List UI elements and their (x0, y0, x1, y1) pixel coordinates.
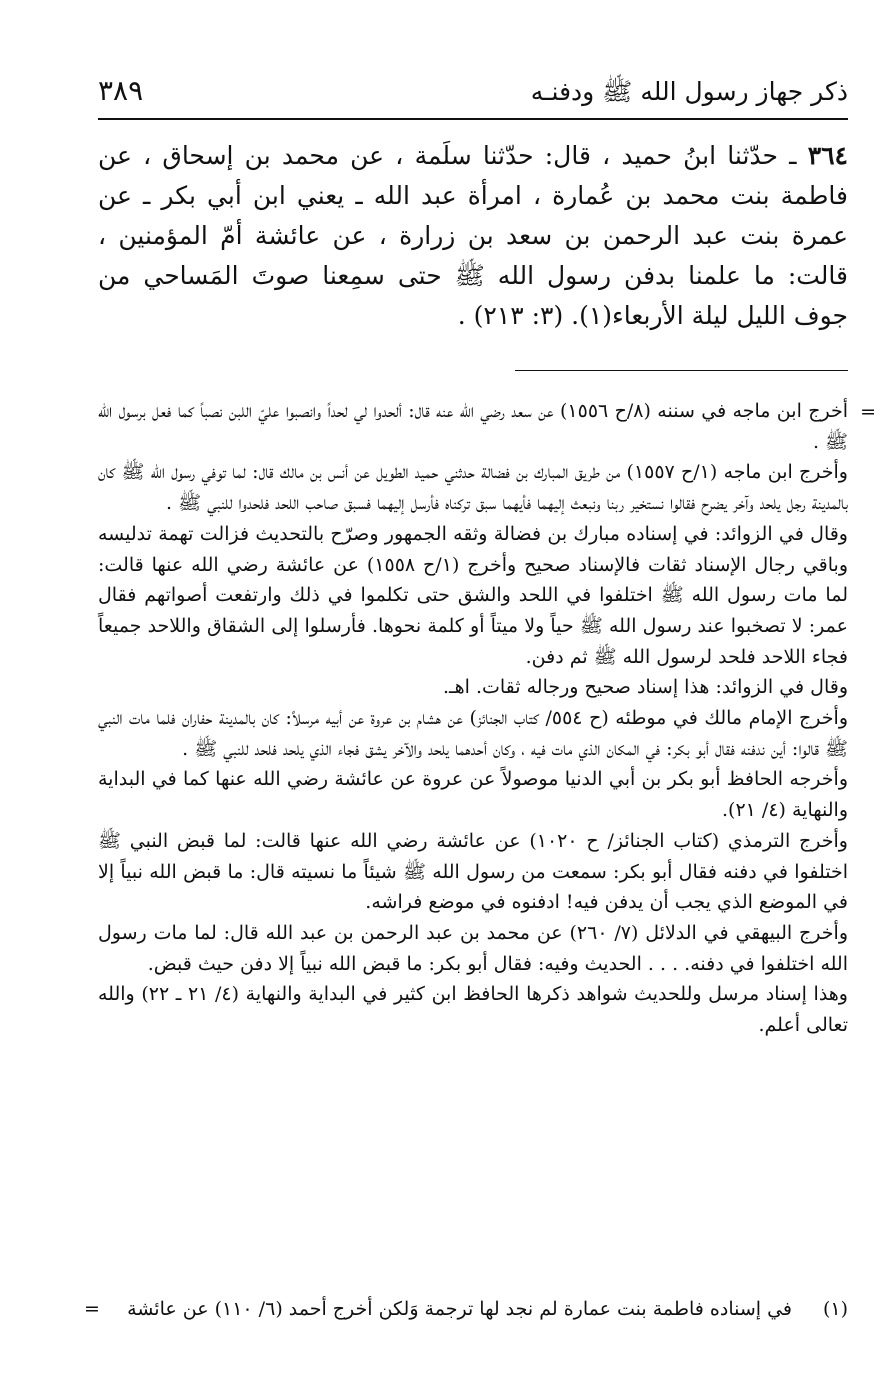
note-paragraph: وأخرج البيهقي في الدلائل (٧/ ٢٦٠) عن محمد بن عبد الرحمن بن عبد الله قال: لما مات رسول الله اختلفوا في دفنه. . . . الحديث وفيه: فقال أبو بكر: ما قبض الله نبياً إلا دفن حيث قبض. (98, 921, 848, 975)
note-paragraph: وأخرج الترمذي (كتاب الجنائز/ ح ١٠٢٠) عن عائشة رضي الله عنها قالت: لما قبض النبي ﷺ اختلفوا في دفنه فقال أبو بكر: سمعت من رسول الله ﷺ شيئاً ما نسيته قال: ما قبض الله نبياً إلا في الموضع الذي يجب أن يدفن فيه! ادفنوه في موضع فراشه. (98, 829, 848, 914)
header-rule (98, 118, 848, 120)
note-paragraph: وهذا إسناد مرسل وللحديث شواهد ذكرها الحافظ ابن كثير في البداية والنهاية (٤/ ٢١ ـ ٢٢) والله تعالى أعلم. (98, 983, 848, 1037)
page-header (98, 72, 848, 112)
footnote-separator (515, 370, 848, 371)
note-paragraph: وقال في الزوائد: في إسناده مبارك بن فضالة وثقه الجمهور وصرّح بالتحديث فزالت تهمة تدليسه وباقي رجال الإسناد ثقات فالإسناد صحيح وأخرج (١/ح ١٥٥٨) عن عائشة رضي الله عنها قالت: لما مات رسول الله ﷺ اختلفوا في اللحد والشق حتى تكلموا في ذلك وارتفعت أصواتهم فقال عمر: لا تصخبوا عند رسول الله ﷺ حياً ولا ميتاً أو كلمة نحوها. فأرسلوا إلى الشقاق واللاحد جميعاً فجاء اللاحد فلحد لرسول الله ﷺ ثم دفن. (98, 522, 848, 668)
page-number: ٣٨٩ (98, 74, 144, 107)
note-paragraph: أخرج ابن ماجه في سننه (٨/ح ١٥٥٦) عن سعد رضي الله عنه قال: ألحدوا لي لحداً وانصبوا عليّ اللبن نصباً كما فعل برسول الله ﷺ . (98, 400, 848, 453)
hadith-text: ـ حدّثنا ابنُ حميد ، قال: حدّثنا سلَمة ، عن محمد بن إسحاق ، عن فاطمة بنت محمد بن عُمارة ، امرأة عبد الله ـ يعني ابن أبي بكر ـ عن عمرة بنت عبد الرحمن بن سعد بن زرارة ، عن عائشة أمّ المؤمنين ، قالت: ما علمنا بدفن رسول الله ﷺ حتى سمِعنا صوتَ المَساحي من جوف الليل ليلة الأربعاء(١). (٣: ٢١٣) . (98, 141, 848, 330)
footnote-number: (١) (822, 1298, 848, 1320)
hadith-number: ٣٦٤ (807, 141, 848, 170)
hadith-paragraph (98, 136, 848, 336)
continued-footnote (98, 396, 876, 1041)
note-paragraph: وقال في الزوائد: هذا إسناد صحيح ورجاله ثقات. اهـ. (443, 676, 848, 699)
footnote-text: في إسناده فاطمة بنت عمارة لم نجد لها ترجمة وَلكن أخرج أحمد (٦/ ١١٠) عن عائشة (127, 1298, 792, 1320)
note-paragraph: وأخرج ابن ماجه (١/ح ١٥٥٧) من طريق المبارك بن فضالة حدثني حميد الطويل عن أنس بن مالك قال: لما توفي رسول الله ﷺ كان بالمدينة رجل يلحد وآخر يضرح فقالوا نستخير ربنا ونبعث إليهما فأيهما سبق تركناه فأرسل إليهما فسبق صاحب اللحد فلحدوا للنبي ﷺ . (98, 461, 848, 515)
footnote-continuation-marker: = (84, 1298, 100, 1320)
note-paragraph: وأخرج الإمام مالك في موطئه (ح ٥٥٤/ كتاب الجنائز) عن هشام بن عروة عن أبيه مرسلاً: كان بالمدينة حفاران فلما مات النبي ﷺ قالوا: أين ندفنه فقال أبو بكر: في المكان الذي مات فيه ، وكان أحدهما يلحد والآخر يشق فجاء الذي يلحد فلحد للنبي ﷺ . (98, 707, 848, 760)
note-paragraph: وأخرجه الحافظ أبو بكر بن أبي الدنيا موصولاً عن عروة عن عائشة رضي الله عنها كما في البداية والنهاية (٤/ ٢١). (98, 768, 848, 822)
running-title: ذكر جهاز رسول الله ﷺ ودفنـه (530, 77, 848, 106)
continuation-marker: = (860, 401, 876, 423)
